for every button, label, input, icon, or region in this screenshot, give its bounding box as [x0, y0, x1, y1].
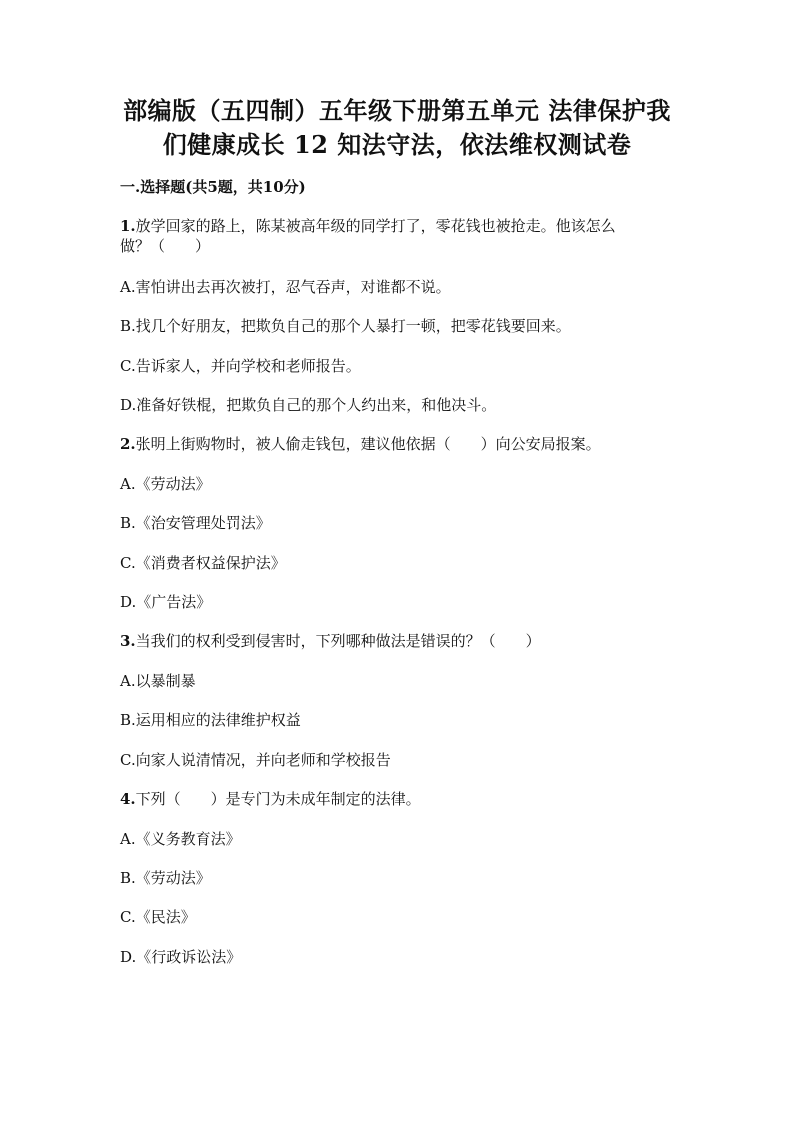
question-2-stem: [120, 434, 680, 455]
question-2-option-d: D.《广告法》: [120, 593, 212, 611]
question-1-stem-line-1: [120, 216, 680, 237]
question-4-option-c: C.《民法》: [120, 908, 196, 926]
question-1-text: 放学回家的路上，陈某被高年级的同学打了，零花钱也被抢走。他该怎么: [135, 217, 616, 235]
exam-title-line-1: 部编版（五四制）五年级下册第五单元 法律保护我: [123, 96, 671, 125]
question-4-option-d: D.《行政诉讼法》: [120, 948, 242, 966]
question-3-stem: [120, 631, 680, 652]
question-2-option-b: B.《治安管理处罚法》: [120, 514, 271, 532]
question-3-text: 当我们的权利受到侵害时，下列哪种做法是错误的？（ ）: [135, 632, 541, 650]
question-2-number: 2.: [120, 435, 136, 453]
question-2-option-c: C.《消费者权益保护法》: [120, 554, 286, 572]
question-3-option-c: C.向家人说清情况，并向老师和学校报告: [120, 751, 391, 769]
question-4-number: 4.: [120, 790, 136, 808]
question-1-option-b: B.找几个好朋友，把欺负自己的那个人暴打一顿，把零花钱要回来。: [120, 317, 571, 335]
question-3-option-b: B.运用相应的法律维护权益: [120, 711, 301, 729]
question-4-option-b: B.《劳动法》: [120, 869, 211, 887]
exam-title: [100, 94, 694, 162]
exam-title-line-2: 们健康成长 12 知法守法，依法维权测试卷: [162, 130, 632, 159]
section-heading: 一.选择题(共5题，共10分): [120, 178, 306, 196]
question-2-option-a: A.《劳动法》: [120, 475, 211, 493]
question-2-text: 张明上街购物时，被人偷走钱包，建议他依据（ ）向公安局报案。: [135, 435, 601, 453]
question-3-number: 3.: [120, 632, 136, 650]
question-1-stem-line-2: 做？（ ）: [120, 237, 211, 255]
question-1-option-a: A.害怕讲出去再次被打，忍气吞声，对谁都不说。: [120, 278, 451, 296]
question-1-option-c: C.告诉家人，并向学校和老师报告。: [120, 357, 361, 375]
question-4-text: 下列（ ）是专门为未成年制定的法律。: [135, 790, 421, 808]
question-3-option-a: A.以暴制暴: [120, 672, 196, 690]
question-1-option-d: D.准备好铁棍，把欺负自己的那个人约出来，和他决斗。: [120, 396, 497, 414]
question-1-number: 1.: [120, 217, 136, 235]
question-4-stem: [120, 789, 680, 810]
question-4-option-a: A.《义务教育法》: [120, 830, 241, 848]
